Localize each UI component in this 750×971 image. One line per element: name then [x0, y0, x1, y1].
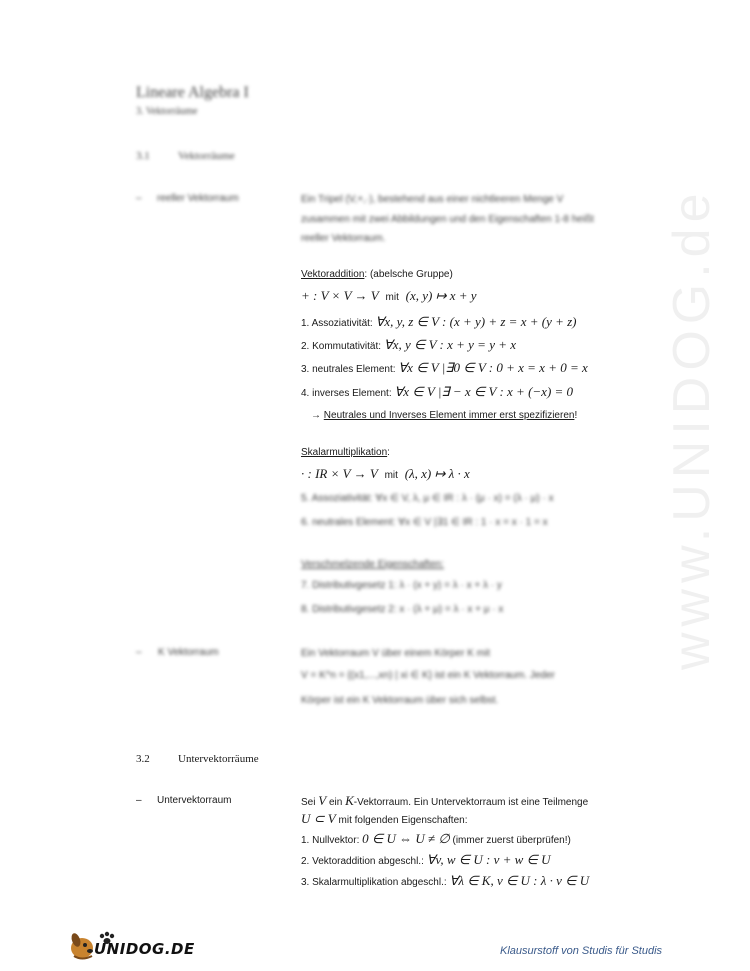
definition-line-2: [301, 812, 468, 828]
uv-property-2: [301, 853, 551, 869]
text: -Vektorraum. Ein Untervektorraum ist eine Teilmenge: [353, 797, 589, 808]
verschmelzende-heading: Verschmelzende Eigenschaften:: [301, 559, 444, 570]
term-reeller-vektorraum: reeller Vektorraum: [157, 193, 239, 204]
logo-text: UNIDOG.DE: [94, 940, 195, 958]
definition-line-1: [301, 794, 588, 810]
property-formula: ∀x, y ∈ V : x + y = y + x: [383, 337, 517, 352]
symbol-k: K: [345, 793, 354, 808]
property-4: [301, 385, 573, 401]
property-formula: 0 ∈ U ⇔ U ≠ ∅: [362, 831, 450, 846]
note: [311, 409, 577, 423]
property-8: 8. Distributivgesetz 2: x · (λ + μ) = λ · x + μ · x: [301, 604, 504, 615]
text: mit folgenden Eigenschaften:: [338, 815, 468, 826]
property-label: 1. Assoziativität:: [301, 318, 373, 329]
definition-line: Ein Vektorraum V über einem Körper K mit: [301, 648, 490, 659]
skalarmultiplikation-heading-label: Skalarmultiplikation: [301, 447, 388, 458]
property-label: 1. Nullvektor:: [301, 835, 360, 846]
vektoraddition-heading-label: Vektoraddition: [301, 269, 365, 280]
symbol-v: V: [318, 793, 327, 808]
footer-tagline: Klausurstoff von Studis für Studis: [500, 945, 663, 957]
section-3-1-number: 3.1: [136, 150, 150, 162]
watermark: www.UNIDOG.de: [663, 187, 721, 670]
definition-line: Körper ist ein K Vektorraum über sich selbst.: [301, 695, 499, 706]
property-formula: ∀x, y, z ∈ V : (x + y) + z = x + (y + z): [375, 314, 577, 329]
note-suffix: !: [574, 410, 578, 421]
definition-line: Ein Tripel (V,+,·), bestehend aus einer nichtleeren Menge V: [301, 194, 564, 205]
mapping-mit: mit: [384, 470, 398, 481]
document-subtitle: 3. Vektorräume: [136, 106, 198, 117]
list-dash: –: [136, 795, 142, 806]
uv-property-1: [301, 832, 571, 848]
property-formula: ∀λ ∈ K, v ∈ U : λ · v ∈ U: [449, 873, 590, 888]
property-5: 5. Assoziativität: ∀x ∈ V, λ, μ ∈ IR : λ · (μ · x) = (λ · μ) · x: [301, 493, 554, 504]
mapping-mit: mit: [385, 292, 399, 303]
mapping-formula: (x, y) ↦ x + y: [405, 288, 477, 303]
mapping-formula: + : V × V → V: [301, 288, 379, 303]
mapping-formula: · : IR × V → V: [301, 466, 378, 481]
property-label: 3. Skalarmultiplikation abgeschl.:: [301, 877, 447, 888]
definition-line: zusammen mit zwei Abbildungen und den Eigenschaften 1-8 heißt: [301, 214, 594, 225]
text: ein: [328, 797, 343, 808]
subset-formula: U ⊂ V: [301, 811, 336, 826]
vektoraddition-mapping: [301, 289, 477, 305]
skalarmultiplikation-heading-suffix: :: [387, 447, 390, 458]
mapping-formula: (λ, x) ↦ λ · x: [404, 466, 470, 481]
document-title: Lineare Algebra I: [136, 84, 249, 101]
term-untervektorraum: Untervektorraum: [157, 795, 232, 806]
property-formula: ∀x ∈ V |∃0 ∈ V : 0 + x = x + 0 = x: [398, 360, 588, 375]
section-3-2-title: Untervektorräume: [178, 753, 259, 765]
note-text: Neutrales und Inverses Element immer erst spezifizieren: [323, 410, 575, 421]
unidog-logo: [68, 928, 195, 962]
property-1: [301, 315, 577, 331]
skalarmultiplikation-heading: [301, 446, 390, 460]
property-formula: ∀v, w ∈ U : v + w ∈ U: [426, 852, 551, 867]
skalarmultiplikation-mapping: [301, 467, 470, 483]
property-suffix: (immer zuerst überprüfen!): [452, 835, 571, 846]
property-7: 7. Distributivgesetz 1: λ · (x + y) = λ · x + λ · y: [301, 580, 502, 591]
property-label: 2. Kommutativität:: [301, 341, 382, 352]
definition-line: reeller Vektorraum.: [301, 233, 386, 244]
section-3-2-number: 3.2: [136, 753, 150, 765]
section-3-1-title: Vektorräume: [178, 150, 235, 162]
property-label: 4. inverses Element:: [301, 388, 392, 399]
property-label: 2. Vektoraddition abgeschl.:: [301, 856, 424, 867]
vektoraddition-heading-suffix: : (abelsche Gruppe): [364, 269, 453, 280]
property-formula: ∀x ∈ V |∃ − x ∈ V : x + (−x) = 0: [394, 384, 574, 399]
uv-property-3: [301, 874, 589, 890]
property-6: 6. neutrales Element: ∀x ∈ V |∃1 ∈ IR : 1 · x = x · 1 = x: [301, 517, 548, 528]
property-2: [301, 338, 516, 354]
list-dash: –: [136, 193, 142, 204]
term-k-vektorraum: K Vektorraum: [158, 647, 219, 658]
definition-line: V = K^n = {(x1,...,xn) | xi ∈ K} ist ein K Vektorraum. Jeder: [301, 670, 555, 681]
property-3: [301, 361, 588, 377]
text: Sei: [301, 797, 316, 808]
list-dash: –: [136, 647, 142, 658]
property-label: 3. neutrales Element:: [301, 364, 396, 375]
vektoraddition-heading: [301, 268, 453, 282]
arrow-icon: →: [311, 410, 321, 421]
